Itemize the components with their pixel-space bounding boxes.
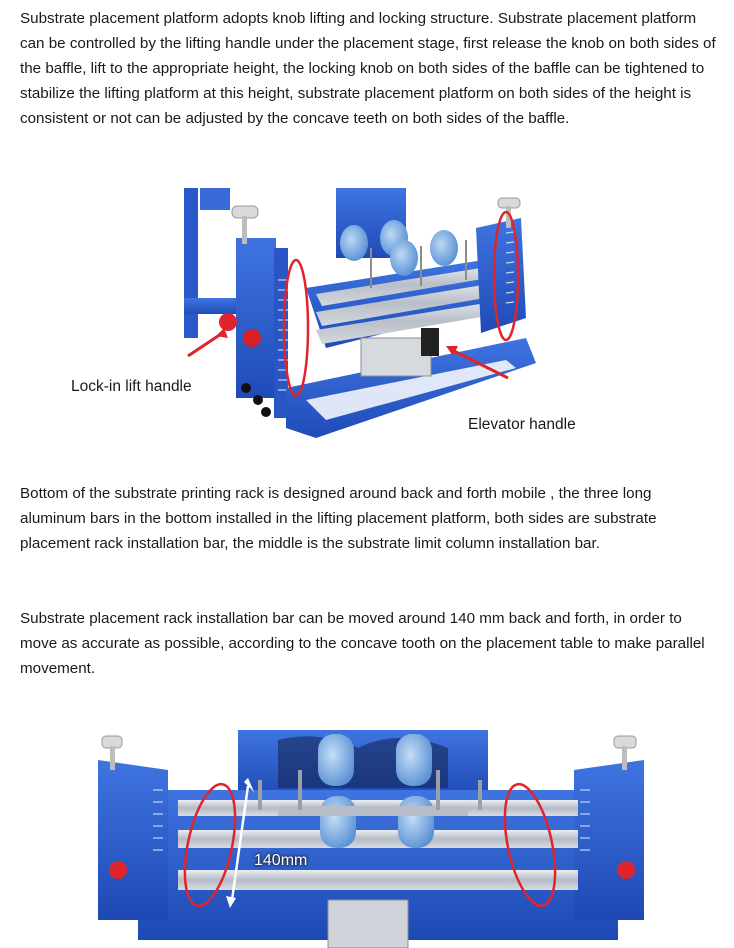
measurement-label: 140mm (254, 852, 308, 869)
elevator-handle-label: Elevator handle (468, 416, 576, 433)
paragraph-lifting-structure: Substrate placement platform adopts knob lifting and locking structure. Substrate placement platform can be controlled by the lifting handle under the placement stage, first release the knob on both sides of the baffle, lift to the appropriate height, the locking knob on both sides of the baffle can be tightened to stabilize the lifting platform at this height, substrate placement platform on both sides of the height is consistent or not can be adjusted by the concave teeth on both sides of the baffle. (20, 10, 716, 127)
lock-handle-arrow-icon (180, 326, 230, 362)
paragraph-printing-rack: Bottom of the substrate printing rack is designed around back and forth mobile , the three long aluminum bars in the bottom installed in the lifting placement platform, both sides are substrate placement rack installation bar, the middle is the substrate limit column installation bar. (20, 485, 657, 552)
lifting-platform-photo (176, 188, 556, 448)
paragraph-rack-movement: Substrate placement rack installation bar can be moved around 140 mm back and forth, in order to move as accurate as possible, according to the concave tooth on the placement table to make parallel movement. (20, 610, 705, 677)
elevator-handle-arrow-icon (444, 342, 514, 382)
lock-in-lift-handle-label: Lock-in lift handle (71, 378, 192, 395)
placement-rack-photo (98, 730, 644, 948)
